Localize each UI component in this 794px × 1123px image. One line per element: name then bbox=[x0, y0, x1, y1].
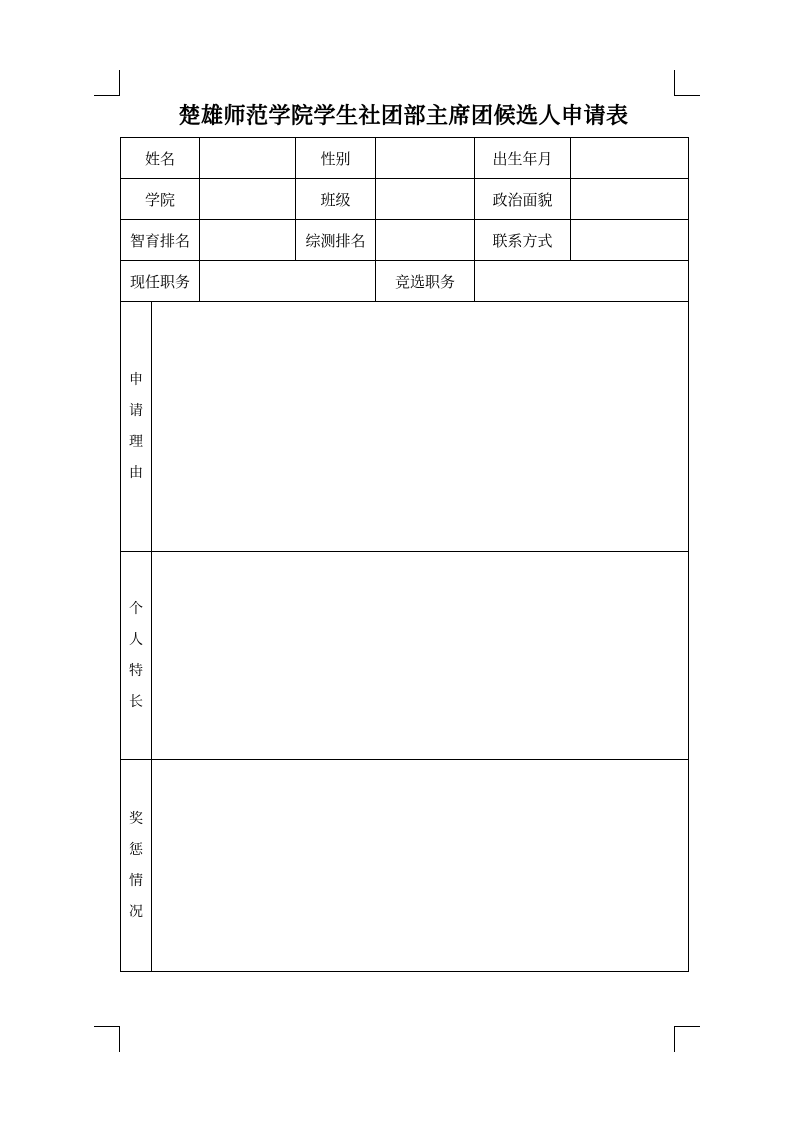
row-awards-penalties bbox=[121, 760, 689, 972]
label-name: 姓名 bbox=[121, 138, 200, 179]
row-posts bbox=[121, 261, 689, 302]
input-political[interactable] bbox=[571, 179, 689, 220]
crop-mark-bottom-left bbox=[94, 1026, 120, 1052]
label-college: 学院 bbox=[121, 179, 200, 220]
input-college[interactable] bbox=[200, 179, 296, 220]
application-form-table bbox=[120, 137, 689, 972]
label-class: 班级 bbox=[296, 179, 376, 220]
crop-mark-bottom-right bbox=[674, 1026, 700, 1052]
input-class[interactable] bbox=[376, 179, 475, 220]
input-overall-rank[interactable] bbox=[376, 220, 475, 261]
input-contact[interactable] bbox=[571, 220, 689, 261]
row-basic-3 bbox=[121, 220, 689, 261]
label-overall-rank: 综测排名 bbox=[296, 220, 376, 261]
label-target-post: 竞选职务 bbox=[376, 261, 475, 302]
label-current-post: 现任职务 bbox=[121, 261, 200, 302]
input-name[interactable] bbox=[200, 138, 296, 179]
label-moral-rank: 智育排名 bbox=[121, 220, 200, 261]
row-personal-specialty bbox=[121, 552, 689, 760]
crop-mark-top-left bbox=[94, 70, 120, 96]
label-birth: 出生年月 bbox=[475, 138, 571, 179]
input-personal-specialty[interactable] bbox=[152, 552, 689, 760]
input-birth[interactable] bbox=[571, 138, 689, 179]
label-gender: 性别 bbox=[296, 138, 376, 179]
input-moral-rank[interactable] bbox=[200, 220, 296, 261]
label-political: 政治面貌 bbox=[475, 179, 571, 220]
input-application-reason[interactable] bbox=[152, 302, 689, 552]
row-application-reason bbox=[121, 302, 689, 552]
label-application-reason: 申 请 理 由 bbox=[121, 302, 152, 552]
input-current-post[interactable] bbox=[200, 261, 376, 302]
label-awards-penalties: 奖 惩 情 况 bbox=[121, 760, 152, 972]
row-basic-2 bbox=[121, 179, 689, 220]
label-contact: 联系方式 bbox=[475, 220, 571, 261]
input-target-post[interactable] bbox=[475, 261, 689, 302]
crop-mark-top-right bbox=[674, 70, 700, 96]
form-title: 楚雄师范学院学生社团部主席团候选人申请表 bbox=[178, 104, 629, 129]
row-basic-1 bbox=[121, 138, 689, 179]
input-awards-penalties[interactable] bbox=[152, 760, 689, 972]
input-gender[interactable] bbox=[376, 138, 475, 179]
label-personal-specialty: 个 人 特 长 bbox=[121, 552, 152, 760]
